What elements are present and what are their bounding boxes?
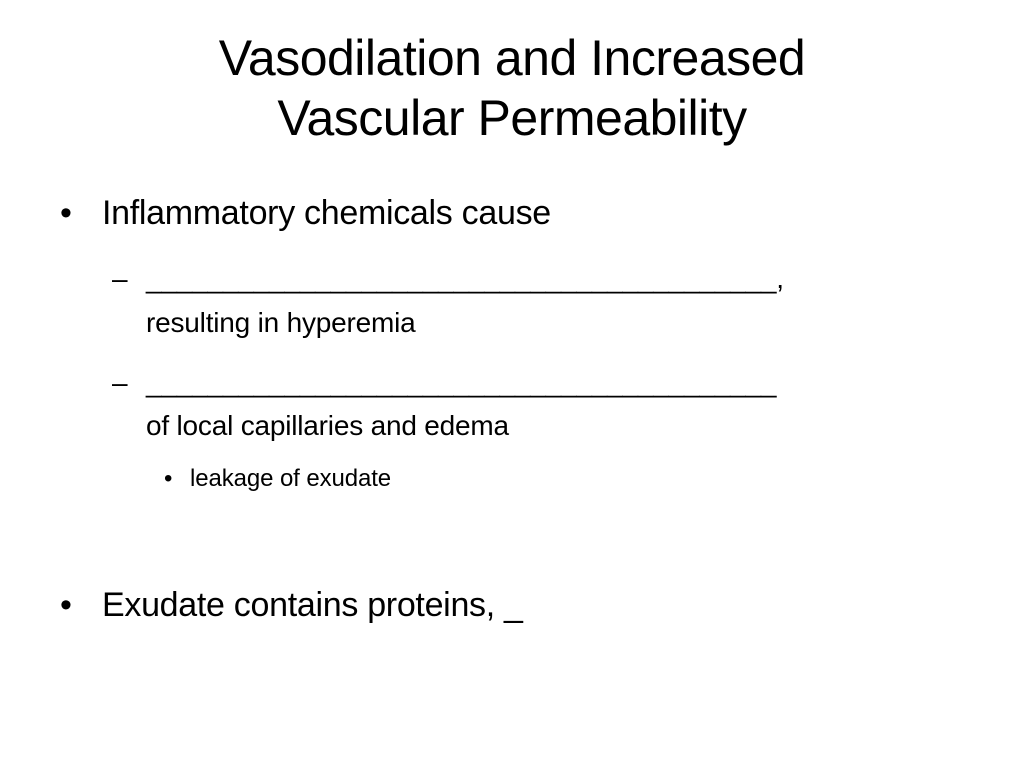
- sub-bullet-continuation: [146, 306, 416, 340]
- fill-in-blank: _________________________________________: [146, 367, 777, 398]
- sub-bullet-item: [112, 366, 777, 400]
- sub-bullet-text: of local capillaries and edema: [146, 410, 509, 441]
- bullet-item: [60, 585, 523, 625]
- sub-sub-bullet-item: [164, 464, 392, 494]
- slide-title: [60, 28, 964, 148]
- sub-sub-bullet-text: leakage of exudate: [190, 465, 392, 492]
- dash-icon: –: [112, 263, 128, 294]
- bullet-item: [60, 193, 551, 233]
- bullet-icon: •: [164, 465, 173, 492]
- bullet-icon: •: [60, 194, 72, 232]
- slide-title-line-2: Vascular Permeability: [277, 90, 747, 146]
- fill-in-blank: _________________________________________,: [146, 263, 784, 294]
- slide-title-line-1: Vasodilation and Increased: [218, 30, 806, 86]
- bullet-icon: •: [60, 586, 72, 624]
- sub-bullet-continuation: [146, 409, 509, 443]
- dash-icon: –: [112, 367, 128, 398]
- sub-bullet-text: resulting in hyperemia: [146, 307, 416, 338]
- bullet-text: Inflammatory chemicals cause: [102, 194, 551, 232]
- bullet-text: Exudate contains proteins, _: [102, 586, 523, 624]
- sub-bullet-item: [112, 262, 784, 296]
